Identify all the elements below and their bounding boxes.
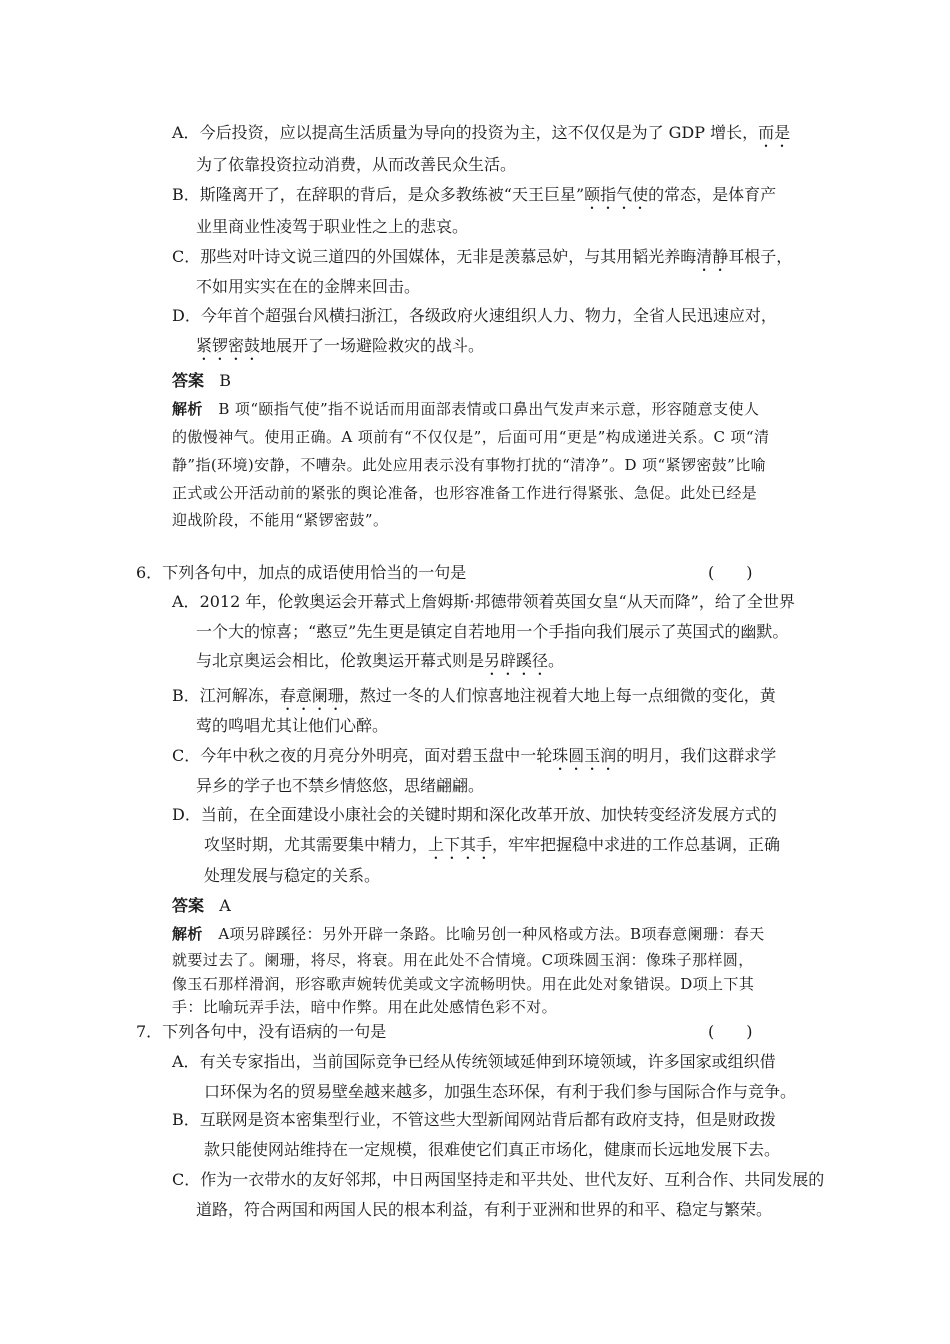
q5-option-d-line1: D．今年首个超强台风横扫浙江，各级政府火速组织人力、物力，全省人民迅速应对， [172, 306, 777, 325]
q7-option-a-line2: 口环保为名的贸易壁垒越来越多，加强生态环保，有利于我们参与国际合作与竞争。 [204, 1082, 797, 1101]
q7-option-c-line1: C．作为一衣带水的友好邻邦，中日两国坚持走和平共处、世代友好、互利合作、共同发展的 [172, 1170, 825, 1189]
q5-analysis-line3: 静”指(环境)安静，不嘈杂。此处应用表示没有事物打扰的“清净”。D 项“紧锣密鼓”比喻 [172, 456, 767, 474]
q6-analysis-line3: 像玉石那样滑润，形容歌声婉转优美或文字流畅明快。用在此处对象错误。D项上下其 [172, 975, 755, 993]
q6-answer [172, 896, 231, 916]
option-label: A． [172, 123, 200, 142]
option-label: D． [172, 306, 201, 325]
option-label: A． [172, 1052, 200, 1071]
q5-option-a-line2: 为了依靠投资拉动消费，从而改善民众生活。 [196, 155, 517, 174]
q7-option-a-line1: A．有关专家指出，当前国际竞争已经从传统领域延伸到环境领域，许多国家或组织借 [172, 1052, 776, 1071]
emphasized-phrase: 紧锣密鼓 [196, 336, 261, 355]
q6-option-a-line2: 一个大的惊喜；“憨豆”先生更是镇定自若地用一个手指向我们展示了英国式的幽默。 [196, 622, 789, 641]
option-label: B． [172, 185, 200, 204]
emphasized-phrase: 另辟蹊径 [484, 651, 549, 670]
q5-option-b-line2: 业里商业性凌驾于职业性之上的悲哀。 [196, 217, 469, 236]
answer-value: A [219, 896, 231, 915]
q5-option-c-line2: 不如用实实在在的金牌来回击。 [196, 277, 421, 296]
emphasized-phrase: 春意阑珊 [279, 686, 344, 705]
q5-analysis-line5: 迎战阶段，不能用“紧锣密鼓”。 [172, 511, 389, 529]
option-label: B． [172, 686, 200, 705]
question-number: 7． [136, 1022, 163, 1041]
q6-analysis-line4: 手：比喻玩弄手法，暗中作弊。用在此处感情色彩不对。 [172, 998, 558, 1016]
q5-answer [172, 371, 231, 391]
q7-option-b-line1: B．互联网是资本密集型行业，不管这些大型新闻网站背后都有政府支持，但是财政拨 [172, 1110, 776, 1129]
emphasized-phrase: 珠圆玉润 [552, 746, 617, 765]
q6-analysis-line1: 解析 A项另辟蹊径：另外开辟一条路。比喻另创一种风格或方法。B项春意阑珊：春天 [172, 925, 765, 943]
q5-option-a-line1: A．今后投资，应以提高生活质量为导向的投资为主，这不仅仅是为了 GDP 增长，而是 [172, 123, 791, 142]
analysis-label: 解析 [172, 400, 203, 418]
q6-analysis-line2: 就要过去了。阑珊，将尽，将衰。用在此处不合情境。C项珠圆玉润：像珠子那样圆， [172, 951, 754, 969]
option-label: B． [172, 1110, 200, 1129]
q6-option-a-line3: 与北京奥运会相比，伦敦奥运开幕式则是另辟蹊径。 [196, 651, 565, 670]
option-label: C． [172, 746, 201, 765]
q6-option-d-line3: 处理发展与稳定的关系。 [204, 866, 381, 885]
answer-label: 答案 [172, 896, 205, 915]
q5-option-d-line2: 紧锣密鼓地展开了一场避险救灾的战斗。 [196, 336, 485, 355]
q5-analysis-line4: 正式或公开活动前的紧张的舆论准备，也形容准备工作进行得紧张、急促。此处已经是 [172, 484, 758, 502]
q7-option-c-line2: 道路，符合两国和两国人民的根本利益，有利于亚洲和世界的和平、稳定与繁荣。 [196, 1200, 773, 1219]
q6-option-d-line2: 攻坚时期，尤其需要集中精力，上下其手，牢牢把握稳中求进的工作总基调，正确 [204, 835, 781, 854]
q7-stem: 7．下列各句中，没有语病的一句是 [136, 1022, 387, 1041]
q7-answer-blank: ( ) [708, 1022, 753, 1041]
analysis-label: 解析 [172, 925, 203, 943]
q7-option-b-line2: 款只能使网站维持在一定规模，很难使它们真正市场化，健康而长远地发展下去。 [204, 1140, 781, 1159]
question-number: 6． [136, 563, 163, 582]
option-label: D． [172, 805, 201, 824]
q6-option-d-line1: D．当前，在全面建设小康社会的关键时期和深化改革开放、加快转变经济发展方式的 [172, 805, 777, 824]
emphasized-phrase: 而是 [758, 123, 791, 142]
q6-stem: 6．下列各句中，加点的成语使用恰当的一句是 [136, 563, 467, 582]
answer-value: B [219, 371, 232, 390]
option-label: A． [172, 592, 200, 611]
q6-option-a-line1: A．2012 年，伦敦奥运会开幕式上詹姆斯·邦德带领着英国女皇“从天而降”，给了全世界 [172, 592, 795, 611]
q6-option-b-line2: 莺的鸣唱尤其让他们心醉。 [196, 716, 389, 735]
emphasized-phrase: 颐指气使 [584, 185, 649, 204]
option-label: C． [172, 1170, 201, 1189]
option-label: C． [172, 247, 201, 266]
emphasized-phrase: 上下其手 [428, 835, 493, 854]
q5-option-b-line1: B．斯隆离开了，在辞职的背后，是众多教练被“天王巨星”颐指气使的常态，是体育产 [172, 185, 777, 204]
answer-label: 答案 [172, 371, 205, 390]
q5-analysis-line1: 解析 B 项“颐指气使”指不说话而用面部表情或口鼻出气发声来示意，形容随意支使人 [172, 400, 760, 418]
q6-option-c-line2: 异乡的学子也不禁乡情悠悠，思绪翩翩。 [196, 776, 485, 795]
q6-answer-blank: ( ) [708, 563, 753, 582]
q5-option-c-line1: C．那些对叶诗文说三道四的外国媒体，无非是羡慕忌妒，与其用韬光养晦清静耳根子， [172, 247, 793, 266]
q5-analysis-line2: 的傲慢神气。使用正确。A 项前有“不仅仅是”，后面可用“更是”构成递进关系。C 项“清 [172, 428, 770, 446]
q6-option-b-line1: B．江河解冻，春意阑珊，熬过一冬的人们惊喜地注视着大地上每一点细微的变化，黄 [172, 686, 776, 705]
q6-option-c-line1: C．今年中秋之夜的月亮分外明亮，面对碧玉盘中一轮珠圆玉润的明月，我们这群求学 [172, 746, 777, 765]
emphasized-phrase: 清静 [696, 247, 729, 266]
